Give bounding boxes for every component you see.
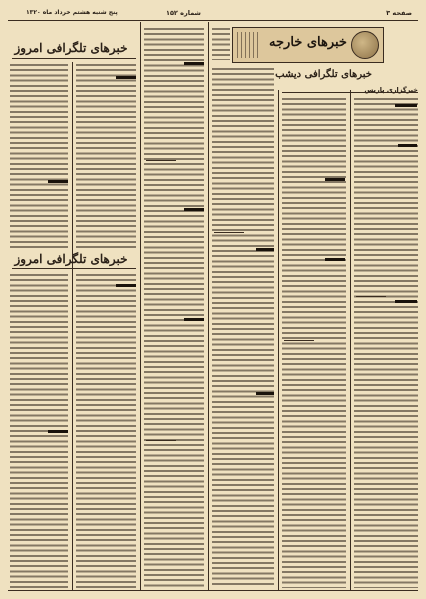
dateline-marker	[325, 258, 345, 261]
article-separator	[146, 160, 176, 161]
dateline-marker	[256, 392, 274, 395]
article-text-column	[354, 96, 418, 588]
left-section-heading: خبرهای تلگرافی امروز	[14, 41, 128, 55]
foreign-news-banner	[232, 27, 384, 63]
header-rule	[8, 20, 418, 21]
column-divider	[350, 90, 351, 590]
dateline-marker	[398, 144, 417, 147]
column-divider	[72, 62, 73, 590]
section-separator	[12, 268, 136, 269]
right-section-heading: خبرهای تلگرافی دیشب	[275, 69, 372, 80]
dateline-marker	[116, 284, 136, 287]
column-divider	[278, 90, 279, 590]
banner-title: خبرهای خارجه	[269, 35, 347, 50]
dateline-marker	[256, 248, 274, 251]
article-separator	[284, 340, 314, 341]
article-separator	[356, 296, 386, 297]
article-text-column	[212, 66, 274, 588]
page-number: صفحه ۳	[386, 9, 412, 17]
left-section-heading-2: خبرهای تلگرافی امروز	[14, 252, 128, 266]
section-separator	[282, 92, 418, 93]
column-divider	[208, 22, 209, 590]
footer-rule	[8, 590, 418, 591]
dateline-marker	[395, 300, 417, 303]
dateline-marker	[48, 180, 68, 183]
issue-date: پنج شنبه هشتم خرداد ماه ۱۳۲۰	[26, 9, 118, 16]
issue-number: شماره ۱۵۲	[166, 9, 201, 17]
section-separator	[12, 58, 136, 59]
dateline-marker	[184, 62, 204, 65]
page-header	[8, 9, 418, 19]
article-separator	[146, 440, 176, 441]
article-text-column	[10, 62, 68, 248]
column-divider	[140, 22, 141, 590]
article-text-column	[282, 96, 346, 588]
dateline-marker	[184, 208, 204, 211]
dateline-marker	[116, 76, 136, 79]
article-text-column	[144, 26, 204, 588]
article-text-column	[212, 26, 230, 60]
dateline-marker	[184, 318, 204, 321]
globe-icon	[351, 31, 379, 59]
article-separator	[214, 232, 244, 233]
dateline-marker	[48, 430, 68, 433]
article-text-column	[76, 272, 136, 588]
article-text-column	[76, 62, 136, 248]
dateline-marker	[395, 104, 417, 107]
subhead-radio-paris: خبرگزاری پاریس	[364, 86, 418, 94]
dateline-marker	[325, 178, 345, 181]
